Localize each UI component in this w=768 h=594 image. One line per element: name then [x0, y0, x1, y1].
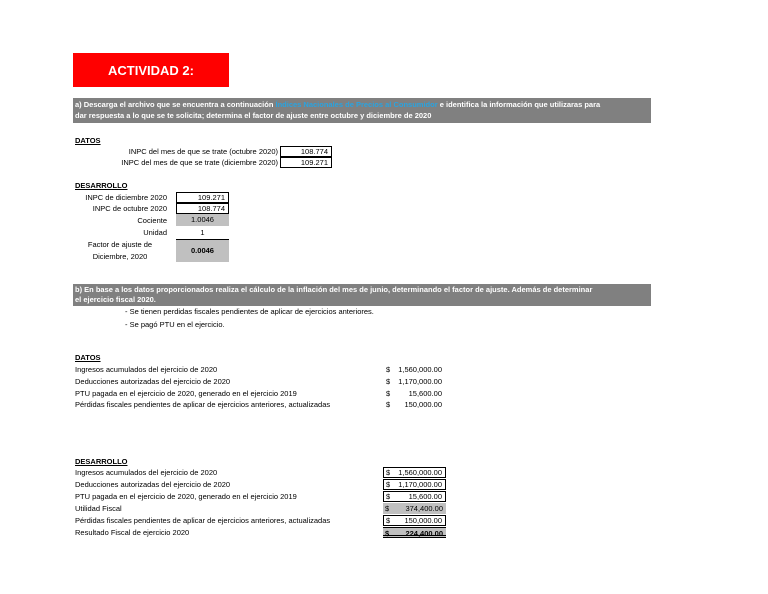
currency-sign: $ [385, 529, 390, 538]
amount-value: 1,560,000.00 [398, 365, 442, 374]
datos-diciembre-value: 109.271 [280, 157, 332, 168]
desarrollo-deducciones-amount [383, 479, 446, 490]
desarrollo-utilidad-amount [383, 503, 446, 514]
desarrollo-deducciones-label: Deducciones autorizadas del ejercicio de 2020 [75, 480, 231, 489]
activity-title-text: ACTIVIDAD 2: [108, 62, 194, 78]
desarrollo-ingresos-amount [383, 467, 446, 478]
datos-perdidas-amount [386, 400, 442, 409]
part-a-datos-heading: DATOS [75, 136, 101, 145]
datos-deducciones-label: Deducciones autorizadas del ejercicio de 2020 [75, 377, 231, 386]
part-a-desarrollo-heading: DESARROLLO [75, 181, 128, 190]
amount-value: 1,170,000.00 [398, 480, 442, 489]
desarrollo-oct-label: INPC de octubre 2020 [92, 204, 167, 213]
desarrollo-ptu-label: PTU pagada en el ejercicio de 2020, generado en el ejercicio 2019 [75, 492, 297, 501]
datos-perdidas-label: Pérdidas fiscales pendientes de aplicar de ejercicios anteriores, actualizadas [75, 400, 331, 409]
desarrollo-perdidas-amount [383, 515, 446, 526]
part-b-note-ptu: - Se pagó PTU en el ejercicio. [125, 320, 225, 329]
datos-ptu-amount [386, 389, 442, 398]
amount-value: 374,400.00 [405, 504, 443, 513]
datos-octubre-value: 108.774 [280, 146, 332, 157]
desarrollo-ingresos-label: Ingresos acumulados del ejercicio de 2020 [75, 468, 218, 477]
part-a-instruction [73, 98, 651, 123]
part-a-instruction-line2: dar respuesta a lo que se te solicita; determina el factor de ajuste entre octubre y diciembre de 2020 [75, 111, 432, 120]
datos-deducciones-amount [386, 377, 442, 386]
desarrollo-factor-label-2: Diciembre, 2020 [92, 252, 148, 261]
part-b-desarrollo-heading: DESARROLLO [75, 457, 128, 466]
datos-ingresos-label: Ingresos acumulados del ejercicio de 2020 [75, 365, 218, 374]
part-b-instruction-line1: b) En base a los datos proporcionados realiza el cálculo de la inflación del mes de junio, determinando el factor de ajuste. Además de determinar [75, 285, 593, 294]
currency-sign: $ [386, 389, 391, 398]
part-b-datos-heading: DATOS [75, 353, 101, 362]
currency-sign: $ [386, 480, 391, 489]
desarrollo-cociente-label: Cociente [137, 216, 167, 225]
part-b-note-perdidas: - Se tienen perdidas fiscales pendientes de aplicar de ejercicios anteriores. [125, 307, 374, 316]
desarrollo-cociente-value: 1.0046 [176, 214, 229, 226]
datos-octubre-label: INPC del mes de que se trate (octubre 2020) [128, 147, 278, 156]
amount-value: 224,400.00 [405, 529, 443, 538]
desarrollo-resultado-amount [383, 527, 446, 538]
datos-ingresos-amount [386, 365, 442, 374]
part-b-instruction-line2: el ejercicio fiscal 2020. [75, 295, 156, 304]
amount-value: 150,000.00 [404, 516, 442, 525]
desarrollo-factor-value: 0.0046 [176, 240, 229, 262]
currency-sign: $ [386, 516, 391, 525]
currency-sign: $ [386, 468, 391, 477]
amount-value: 15,600.00 [408, 492, 442, 501]
currency-sign: $ [386, 492, 391, 501]
part-b-instruction [73, 284, 651, 306]
desarrollo-resultado-label: Resultado Fiscal de ejercicio 2020 [75, 528, 190, 537]
desarrollo-dic-label: INPC de diciembre 2020 [85, 193, 167, 202]
desarrollo-ptu-amount [383, 491, 446, 502]
desarrollo-dic-value: 109.271 [176, 192, 229, 203]
inpc-download-link[interactable]: Índices Nacionales de Precios al Consumidor [275, 100, 438, 109]
currency-sign: $ [386, 400, 391, 409]
currency-sign: $ [386, 377, 391, 386]
activity-title [73, 53, 229, 87]
desarrollo-oct-value: 108.774 [176, 203, 229, 214]
desarrollo-perdidas-label: Pérdidas fiscales pendientes de aplicar de ejercicios anteriores, actualizadas [75, 516, 331, 525]
currency-sign: $ [386, 365, 391, 374]
amount-value: 150,000.00 [404, 400, 442, 409]
datos-diciembre-label: INPC del mes de que se trate (diciembre 2020) [121, 158, 278, 167]
part-a-instruction-post: e identifica la información que utilizaras para [437, 100, 601, 109]
amount-value: 1,560,000.00 [398, 468, 442, 477]
datos-ptu-label: PTU pagada en el ejercicio de 2020, generado en el ejercicio 2019 [75, 389, 297, 398]
part-a-instruction-pre: a) Descarga el archivo que se encuentra a continuación [75, 100, 276, 109]
amount-value: 1,170,000.00 [398, 377, 442, 386]
desarrollo-factor-label-1: Factor de ajuste de [87, 240, 153, 249]
desarrollo-utilidad-label: Utilidad Fiscal [75, 504, 122, 513]
desarrollo-unidad-label: Unidad [143, 228, 167, 237]
amount-value: 15,600.00 [408, 389, 442, 398]
currency-sign: $ [385, 504, 390, 513]
desarrollo-unidad-value: 1 [200, 228, 205, 237]
